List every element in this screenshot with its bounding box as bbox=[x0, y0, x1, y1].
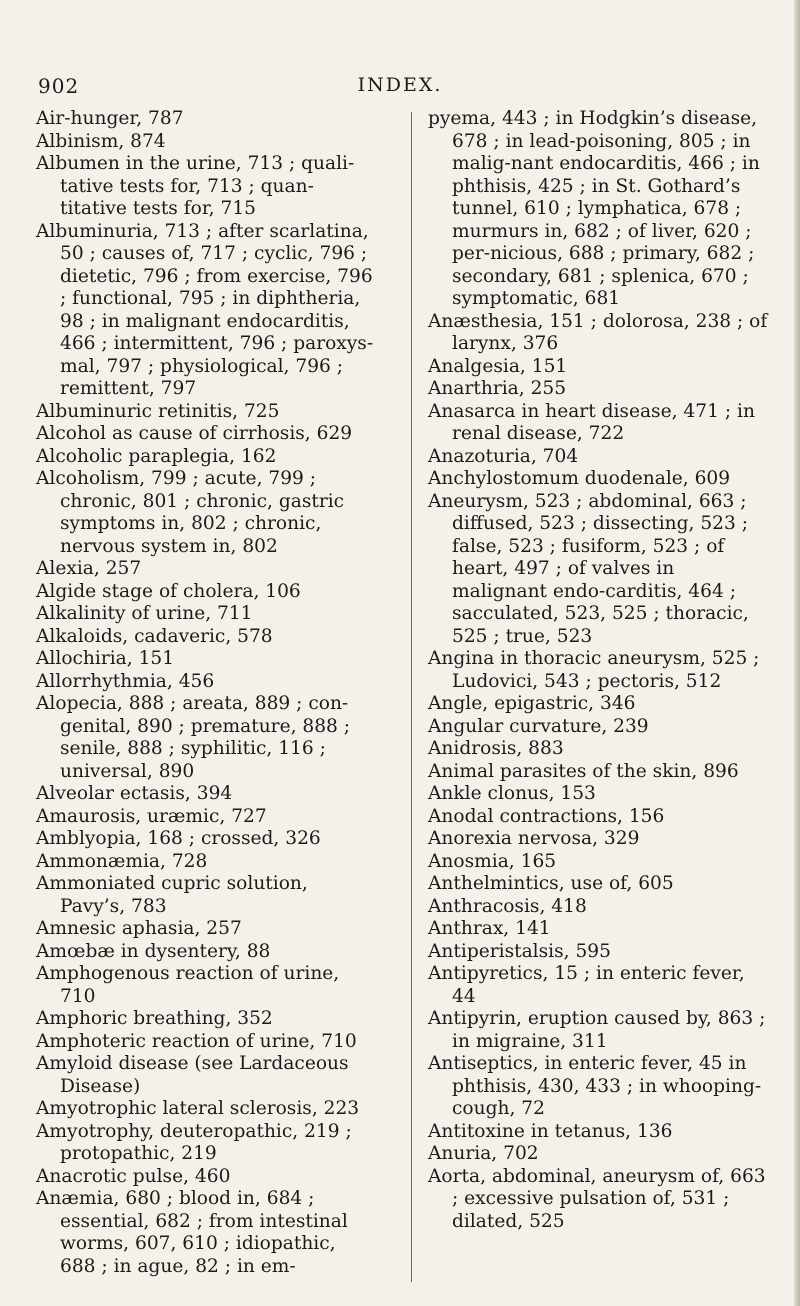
index-entry: Anthracosis, 418 bbox=[428, 895, 587, 917]
index-entry: Albinism, 874 bbox=[36, 130, 166, 152]
index-entry: Aneurysm, 523 ; abdominal, 663 ; diffused, 523 ; dissecting, 523 ; false, 523 ; fusiform, 523 ; of heart, 497 ; of valves in malignant endo-carditis, 464 ; sacculated, 523, 525 ; thoracic, 525 ; true, 523 bbox=[428, 490, 749, 647]
index-entry: Albuminuria, 713 ; after scarlatina, 50 ; causes of, 717 ; cyclic, 796 ; dietetic, 796 ; from exercise, 796 ; functional, 795 ; in diphtheria, 98 ; in malignant endocarditis, 466 ; intermittent, 796 ; paroxys-mal, 797 ; physiological, 796 ; remittent, 797 bbox=[36, 220, 374, 399]
index-entry: Anuria, 702 bbox=[428, 1143, 539, 1164]
index-entry: Alveolar ectasis, 394 bbox=[36, 783, 233, 804]
index-entry: Anæsthesia, 151 ; dolorosa, 238 ; of larynx, 376 bbox=[428, 310, 768, 354]
index-entry: Amnesic aphasia, 257 bbox=[36, 918, 242, 939]
index-entry: Alcoholic paraplegia, 162 bbox=[36, 445, 277, 467]
index-entry: Amyloid disease (see Lardaceous Disease) bbox=[36, 1053, 349, 1097]
index-entry: Anthrax, 141 bbox=[428, 918, 551, 939]
index-entry: Ammonæmia, 728 bbox=[36, 850, 208, 872]
index-entry: Antipyretics, 15 ; in enteric fever, 44 bbox=[428, 963, 745, 1007]
index-entry: Allorrhythmia, 456 bbox=[36, 670, 215, 692]
index-column-right bbox=[428, 108, 768, 1233]
index-entry: Allochiria, 151 bbox=[36, 648, 175, 669]
index-entry: Antiperistalsis, 595 bbox=[428, 940, 611, 962]
index-entry: Alkalinity of urine, 711 bbox=[36, 603, 253, 624]
page-edge bbox=[794, 0, 800, 1306]
page-number: 902 bbox=[38, 74, 80, 98]
index-entry: Ammoniated cupric solution, Pavy’s, 783 bbox=[36, 873, 308, 917]
index-entry: Alcoholism, 799 ; acute, 799 ; chronic, 801 ; chronic, gastric symptoms in, 802 ; chronic, nervous system in, 802 bbox=[36, 468, 345, 557]
index-entry: Anidrosis, 883 bbox=[428, 738, 564, 759]
index-entry: Antiseptics, in enteric fever, 45 in phthisis, 430, 433 ; in whooping-cough, 72 bbox=[428, 1053, 762, 1119]
index-entry: Angina in thoracic aneurysm, 525 ; Ludovici, 543 ; pectoris, 512 bbox=[428, 648, 760, 692]
index-entry: Amblyopia, 168 ; crossed, 326 bbox=[36, 828, 321, 849]
index-entry: Albuminuric retinitis, 725 bbox=[36, 400, 280, 422]
index-entry: Amphoteric reaction of urine, 710 bbox=[36, 1030, 357, 1052]
index-entry: Anæmia, 680 ; blood in, 684 ; essential, 682 ; from intestinal worms, 607, 610 ; idiopathic, 688 ; in ague, 82 ; in em- bbox=[36, 1188, 348, 1277]
index-entry: Analgesia, 151 bbox=[428, 355, 568, 377]
index-entry: Anthelmintics, use of, 605 bbox=[428, 873, 674, 894]
index-entry: Amphoric breathing, 352 bbox=[36, 1008, 273, 1029]
index-entry: Amaurosis, uræmic, 727 bbox=[36, 805, 267, 827]
index-entry: Angular curvature, 239 bbox=[428, 715, 649, 737]
index-entry: Ankle clonus, 153 bbox=[428, 783, 596, 804]
index-entry: Amphogenous reaction of urine, 710 bbox=[36, 963, 340, 1007]
index-entry: Alopecia, 888 ; areata, 889 ; con-genital, 890 ; premature, 888 ; senile, 888 ; syphilitic, 116 ; universal, 890 bbox=[36, 693, 351, 782]
index-entry: Anchylostomum duodenale, 609 bbox=[428, 468, 731, 489]
index-entry: Alexia, 257 bbox=[36, 558, 142, 579]
index-entry: Algide stage of cholera, 106 bbox=[36, 580, 301, 602]
running-head: INDEX. bbox=[357, 74, 443, 96]
index-entry: Anarthria, 255 bbox=[428, 378, 567, 399]
index-entry: Animal parasites of the skin, 896 bbox=[428, 760, 739, 782]
index-entry: Anosmia, 165 bbox=[428, 850, 557, 872]
index-entry: Aorta, abdominal, aneurysm of, 663 ; excessive pulsation of, 531 ; dilated, 525 bbox=[428, 1165, 766, 1232]
index-column-left bbox=[36, 108, 376, 1278]
index-entry: Amyotrophic lateral sclerosis, 223 bbox=[36, 1098, 360, 1119]
index-entry: Anacrotic pulse, 460 bbox=[36, 1165, 231, 1187]
index-entry: Amyotrophy, deuteropathic, 219 ; protopathic, 219 bbox=[36, 1120, 352, 1164]
index-entry: Amœbæ in dysentery, 88 bbox=[36, 940, 271, 962]
index-entry: Angle, epigastric, 346 bbox=[428, 693, 636, 714]
index-entry: Anorexia nervosa, 329 bbox=[428, 828, 640, 849]
index-entry: Anasarca in heart disease, 471 ; in renal disease, 722 bbox=[428, 400, 755, 444]
index-entry: Alkaloids, cadaveric, 578 bbox=[36, 625, 273, 647]
index-entry: Anazoturia, 704 bbox=[428, 445, 579, 467]
index-entry: Anodal contractions, 156 bbox=[428, 805, 665, 827]
index-entry: Alcohol as cause of cirrhosis, 629 bbox=[36, 423, 353, 444]
index-entry: pyema, 443 ; in Hodgkin’s disease, 678 ; in lead-poisoning, 805 ; in malig-nant endocarditis, 466 ; in phthisis, 425 ; in St. Gothard’s tunnel, 610 ; lymphatica, 678 ; murmurs in, 682 ; of liver, 620 ; per-nicious, 688 ; primary, 682 ; secondary, 681 ; splenica, 670 ; symptomatic, 681 bbox=[428, 108, 760, 309]
index-entry: Albumen in the urine, 713 ; quali-tative tests for, 713 ; quan-titative tests for, 715 bbox=[36, 153, 355, 219]
index-entry: Antitoxine in tetanus, 136 bbox=[428, 1120, 673, 1142]
index-entry: Air-hunger, 787 bbox=[36, 108, 184, 129]
column-divider bbox=[411, 112, 412, 1282]
index-entry: Antipyrin, eruption caused by, 863 ; in migraine, 311 bbox=[428, 1008, 766, 1052]
